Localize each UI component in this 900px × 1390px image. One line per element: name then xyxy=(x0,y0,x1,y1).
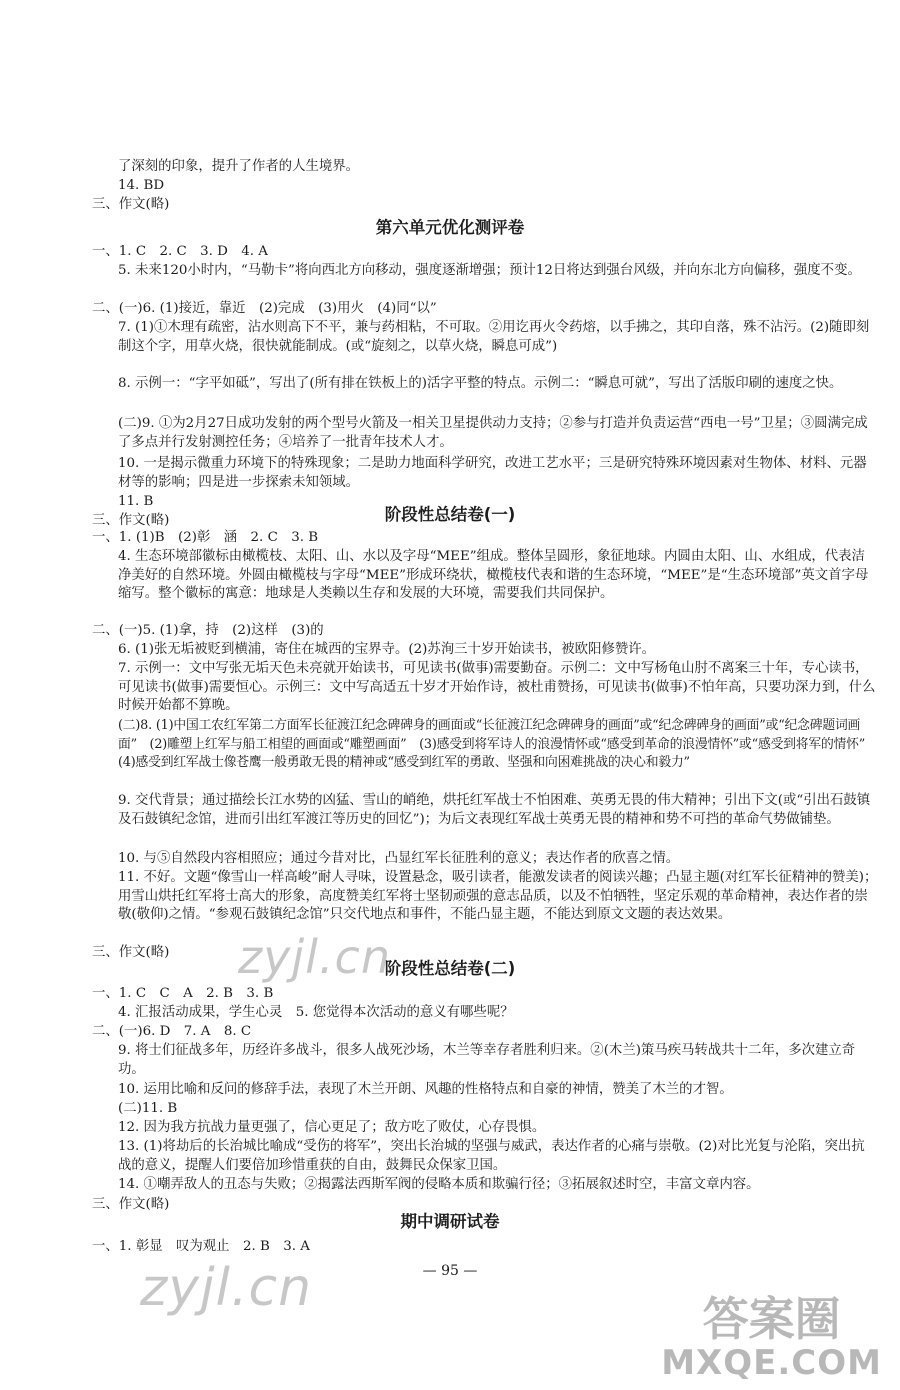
text-line: 14. BD xyxy=(118,178,165,193)
text-line: 一、1. C 2. C 3. D 4. A xyxy=(92,244,268,259)
text-line: 一、1. C C A 2. B 3. B xyxy=(92,986,274,1001)
text-line: 10. 与⑤自然段内容相照应；通过今昔对比，凸显红军长征胜利的意义；表达作者的欣喜之情。 xyxy=(118,851,680,866)
text-line: 12. 因为我方抗战力量更强了，信心更足了；敌方吃了败仗，心存畏惧。 xyxy=(118,1120,546,1135)
section-title: 阶段性总结卷(二) xyxy=(384,959,516,978)
corner-watermark xyxy=(661,1294,882,1382)
text-line: 4. 汇报活动成果，学生心灵 5. 您觉得本次活动的意义有哪些呢？ xyxy=(118,1005,514,1020)
text-line: 二、(一)6. D 7. A 8. C xyxy=(92,1024,252,1039)
text-line: 三、作文(略) xyxy=(92,1197,170,1212)
text-line: 4. 生态环境部徽标由橄榄枝、太阳、山、水以及字母“MEE”组成。整体呈圆形，象征地球。内圆由太阳、山、水组成，代表洁净美好的自然环境。外圆由橄榄枝与字母“MEE”形成环绕状，橄榄枝代表和谐的生态环境，“MEE”是“生态环境部”英文首字母缩写。整个徽标的寓意：地球是人类赖以生存和发展的大环境，需要我们共同保护。 xyxy=(118,549,869,601)
text-line: 14. ①嘲弄敌人的丑态与失败；②揭露法西斯军阀的侵略本质和欺骗行径；③拓展叙述时空，丰富文章内容。 xyxy=(118,1177,760,1192)
text-line: 二、(一)6. (1)接近，靠近 (2)完成 (3)用火 (4)同“以” xyxy=(92,301,437,316)
text-line: 13. (1)将劫后的长治城比喻成“受伤的将军”，突出长治城的坚强与威武，表达作者的心痛与崇敬。(2)对比光复与沦陷，突出抗战的意义，提醒人们要倍加珍惜重获的自由，鼓舞民众保家卫国。 xyxy=(118,1139,865,1173)
text-line: 三、作文(略) xyxy=(92,197,170,212)
watermark-logo: zyjl.cn xyxy=(140,1258,313,1318)
text-line: 一、1. (1)B (2)彰 涵 2. C 3. B xyxy=(92,530,319,545)
text-line: 三、作文(略) xyxy=(92,945,170,960)
text-line: (二)8. (1)中国工农红军第二方面军长征渡江纪念碑碑身的画面或“长征渡江纪念碑碑身的画面”或“纪念碑碑身的画面”或“纪念碑题词画面” (2)雕塑上红军与船工相望的画面或“雕塑画面” (3)感受到将军诗人的浪漫情怀或“感受到革命的浪漫情怀”或“感受到将军的情怀” (4)感受到红军战士像苍鹰一般勇敢无畏的精神或“感受到红军的勇敢、坚强和向困难挑战的决心和毅力” xyxy=(118,718,878,770)
text-line: 10. 运用比喻和反问的修辞手法，表现了木兰开朗、风趣的性格特点和自豪的神情，赞美了木兰的才智。 xyxy=(118,1082,733,1097)
text-line: 二、(一)5. (1)拿，持 (2)这样 (3)的 xyxy=(92,623,324,638)
text-line: 5. 未来120小时内，“马勒卡”将向西北方向移动，强度逐渐增强；预计12日将达到强台风级，并向东北方向偏移，强度不变。 xyxy=(118,263,861,278)
text-line: 了深刻的印象，提升了作者的人生境界。 xyxy=(118,159,360,174)
text-line: 7. 示例一：文中写张无垢天色未亮就开始读书，可见读书(做事)需要勤奋。示例二：文中写杨龟山肘不离案三十年，专心读书，可见读书(做事)需要恒心。示例三：文中写高适五十岁才开始作诗，被杜甫赞扬，可见读书(做事)不怕年高，只要功深力到，什么时候开始都不算晚。 xyxy=(118,661,876,713)
text-line: 10. 一是揭示微重力环境下的特殊现象；二是助力地面科学研究，改进工艺水平；三是研究特殊环境因素对生物体、材料、元器材等的影响；四是进一步探索未知领域。 xyxy=(118,456,867,490)
text-line: 一、1. 彰显 叹为观止 2. B 3. A xyxy=(92,1239,310,1254)
page-number: — 95 — xyxy=(422,1263,478,1279)
text-line: 三、作文(略) xyxy=(92,513,170,528)
section-title: 第六单元优化测评卷 xyxy=(375,218,525,237)
watermark-logo: zyjl.cn xyxy=(238,930,391,984)
text-line: 9. 将士们征战多年，历经许多战斗，很多人战死沙场，木兰等幸存者胜利归来。②(木兰)策马疾马转战共十二年，多次建立奇功。 xyxy=(118,1043,856,1077)
text-line: (二)11. B xyxy=(118,1101,178,1116)
text-line: 11. 不好。文题“像雪山一样高峻”耐人寻味，设置悬念，吸引读者，能激发读者的阅读兴趣；凸显主题(对红军长征精神的赞美)；用雪山烘托红军将士高大的形象，高度赞美红军将士坚韧顽强的意志品质，以及不怕牺牲，坚定乐观的革命精神，表达作者的崇敬(敬仰)之情。“参观石鼓镇纪念馆”只交代地点和事件，不能凸显主题，不能达到原文文题的表达效果。 xyxy=(118,870,878,922)
text-line: 8. 示例一：“字平如砥”，写出了(所有排在铁板上的)活字平整的特点。示例二：“瞬息可就”，写出了活版印刷的速度之快。 xyxy=(118,376,843,391)
watermark-url: MXQE.COM xyxy=(661,1343,882,1383)
text-line: 9. 交代背景；通过描绘长江水势的凶猛、雪山的峭绝，烘托红军战士不怕困难、英勇无畏的伟大精神；引出下文(或“引出石鼓镇及石鼓镇纪念馆，进而引出红军渡江等历史的回忆”)；为后文表现红军战士英勇无畏的精神和势不可挡的革命气势做铺垫。 xyxy=(118,793,871,827)
section-title: 期中调研试卷 xyxy=(400,1212,500,1231)
text-line: 7. (1)①木理有疏密，沾水则高下不平，兼与药相粘，不可取。②用讫再火令药熔，以手拂之，其印自落，殊不沾污。(2)随即刻制这个字，用草火烧，很快就能制成。(或“旋刻之，以草火烧，瞬息可成”) xyxy=(118,320,870,354)
text-line: 11. B xyxy=(118,494,154,509)
text-line: 6. (1)张无垢被贬到横浦，寄住在城西的宝界寺。(2)苏洵三十岁开始读书，被欧阳修赞许。 xyxy=(118,642,656,657)
text-line: (二)9. ①为2月27日成功发射的两个型号火箭及一相关卫星提供动力支持；②参与打造并负责运营“西电一号”卫星；③圆满完成了多点并行发射测控任务；④培养了一批青年技术人才。 xyxy=(118,416,868,450)
section-title: 阶段性总结卷(一) xyxy=(384,505,516,524)
watermark-logo: 答案圈 xyxy=(702,1292,841,1346)
